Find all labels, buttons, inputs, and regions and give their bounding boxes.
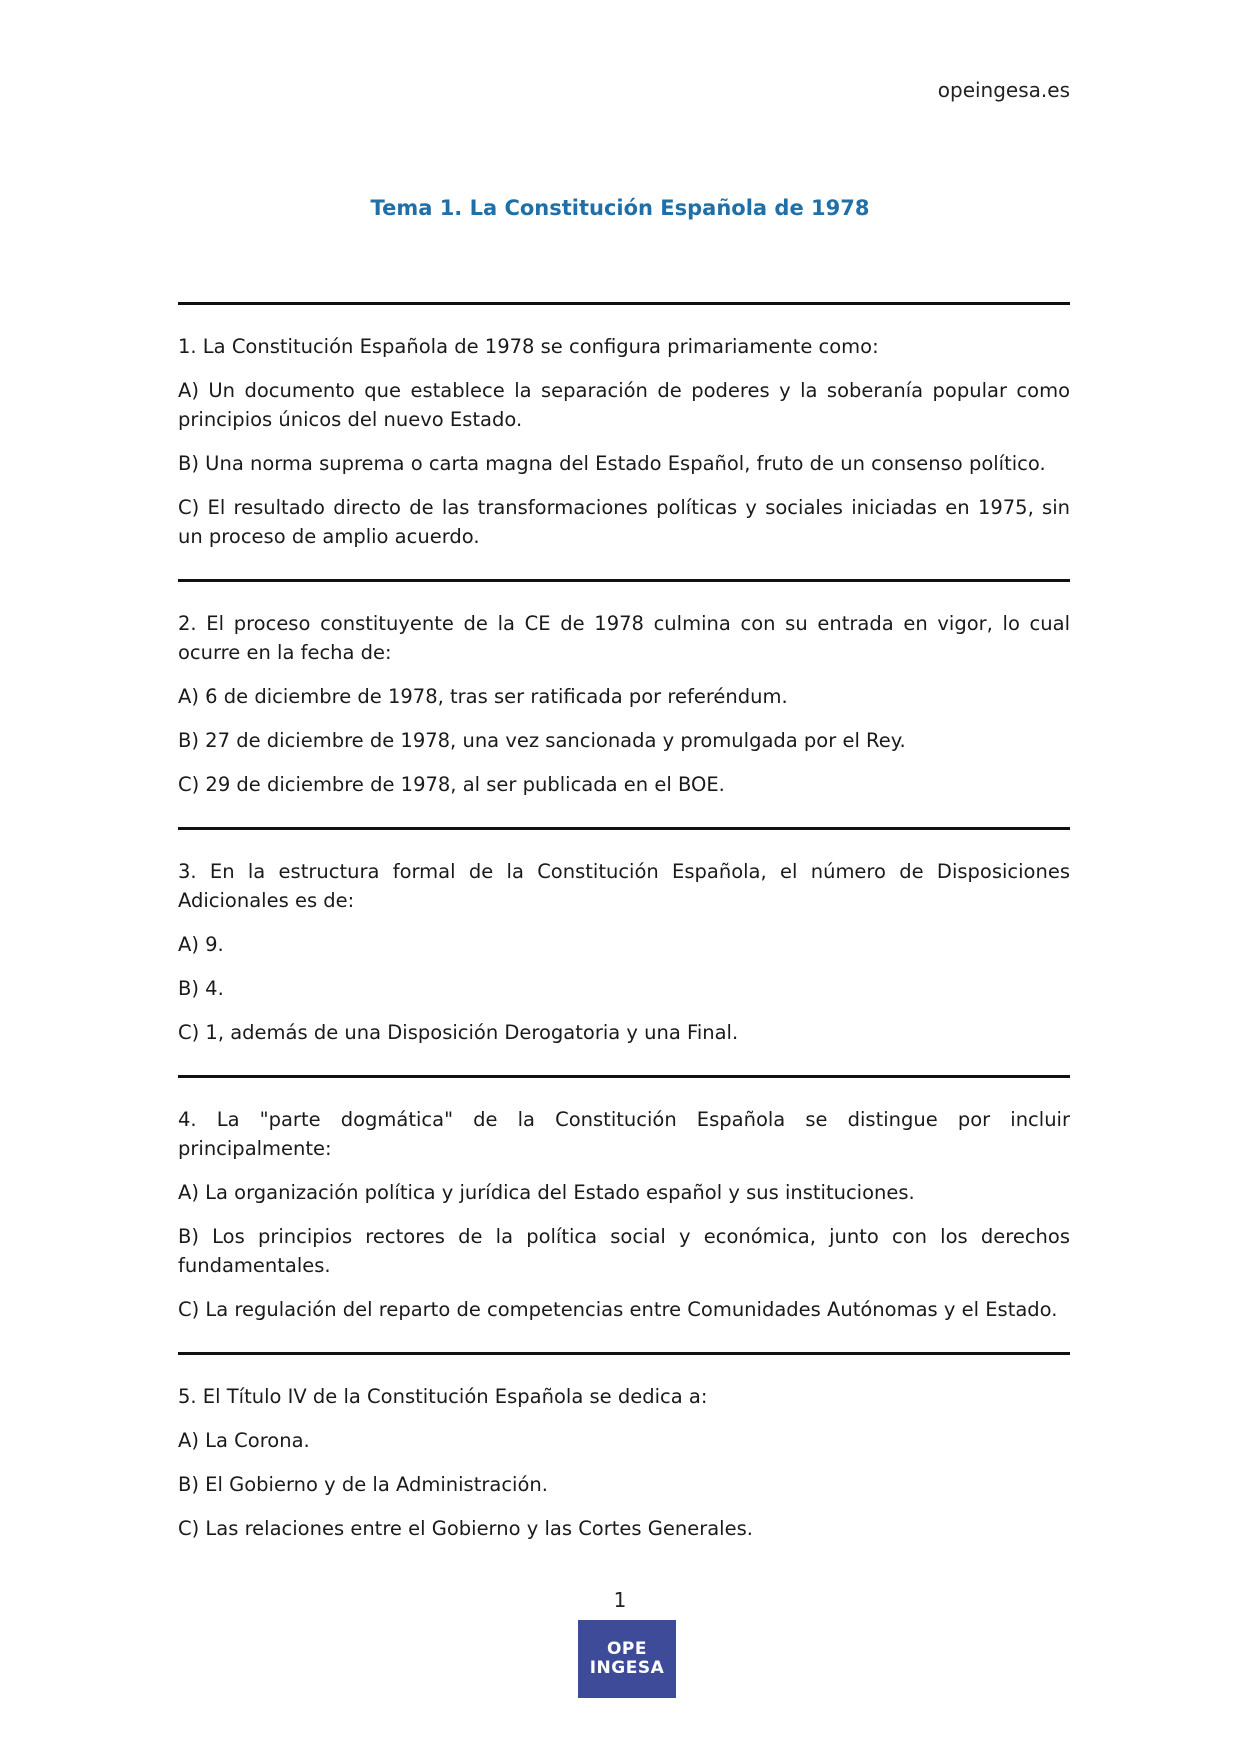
answer-option: B) Una norma suprema o carta magna del Estado Español, fruto de un consenso político.: [178, 452, 1046, 475]
question-block: [178, 830, 1070, 1075]
answer-option: C) Las relaciones entre el Gobierno y las Cortes Generales.: [178, 1517, 753, 1540]
answer-option: C) El resultado directo de las transformaciones políticas y sociales iniciadas en 1975, sin un proceso de amplio acuerdo.: [178, 496, 1070, 548]
answer-option: B) 4.: [178, 977, 224, 1000]
answer-option: B) Los principios rectores de la política social y económica, junto con los derechos fundamentales.: [178, 1225, 1070, 1277]
logo-line-2: INGESA: [589, 1658, 665, 1678]
answer-option: A) 6 de diciembre de 1978, tras ser ratificada por referéndum.: [178, 685, 788, 708]
question-block: [178, 1355, 1070, 1571]
answer-option: B) El Gobierno y de la Administración.: [178, 1473, 548, 1496]
page-title: Tema 1. La Constitución Española de 1978: [370, 196, 870, 220]
answer-option: A) 9.: [178, 933, 224, 956]
answer-option: A) La organización política y jurídica del Estado español y sus instituciones.: [178, 1181, 915, 1204]
logo-line-1: OPE: [606, 1639, 648, 1659]
question-text: 2. El proceso constituyente de la CE de 1978 culmina con su entrada en vigor, lo cual ocurre en la fecha de:: [178, 612, 1070, 664]
question-text: 1. La Constitución Española de 1978 se configura primariamente como:: [178, 335, 879, 358]
answer-option: C) 1, además de una Disposición Derogatoria y una Final.: [178, 1021, 739, 1044]
answer-option: C) La regulación del reparto de competencias entre Comunidades Autónomas y el Estado.: [178, 1298, 1058, 1321]
page-number: 1: [613, 1588, 627, 1612]
answer-option: C) 29 de diciembre de 1978, al ser publicada en el BOE.: [178, 773, 725, 796]
question-list: [178, 302, 1070, 1571]
question-text: 4. La "parte dogmática" de la Constitución Española se distingue por incluir principalmente:: [178, 1108, 1070, 1160]
question-text: 3. En la estructura formal de la Constitución Española, el número de Disposiciones Adicionales es de:: [178, 860, 1070, 912]
site-url: opeingesa.es: [937, 78, 1070, 102]
ope-ingesa-logo: [578, 1620, 676, 1698]
answer-option: A) La Corona.: [178, 1429, 310, 1452]
answer-option: A) Un documento que establece la separación de poderes y la soberanía popular como principios únicos del nuevo Estado.: [178, 379, 1070, 431]
question-block: [178, 582, 1070, 827]
answer-option: B) 27 de diciembre de 1978, una vez sancionada y promulgada por el Rey.: [178, 729, 906, 752]
question-text: 5. El Título IV de la Constitución Española se dedica a:: [178, 1385, 708, 1408]
question-block: [178, 305, 1070, 579]
question-block: [178, 1078, 1070, 1352]
